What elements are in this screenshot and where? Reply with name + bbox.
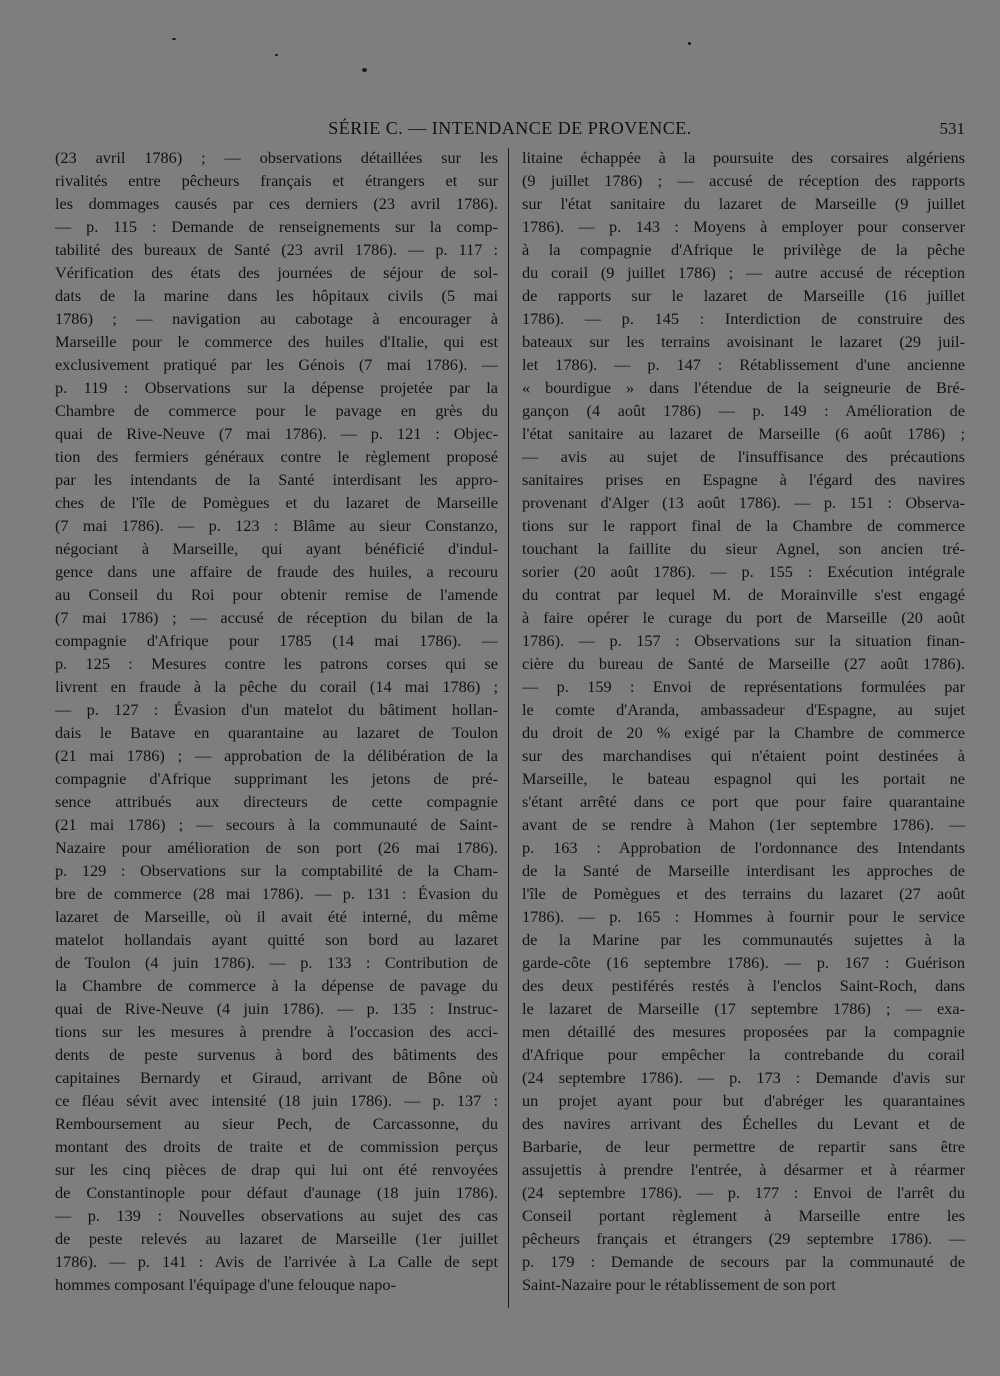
text-line: (24 septembre 1786). — p. 177 : Envoi de l'arrêt du: [522, 1183, 965, 1202]
text-line: (9 juillet 1786) ; — accusé de réception des rapports: [522, 171, 965, 190]
text-line: 1786). — p. 143 : Moyens à employer pour conserver: [522, 217, 965, 236]
ink-speck: [362, 68, 367, 72]
text-line: compagnie d'Afrique supprimant les jetons de pré-: [55, 769, 498, 788]
text-line: les dommages causés par ces derniers (23 avril 1786).: [55, 194, 498, 213]
text-line: « bourdigue » dans l'étendue de la seigneurie de Bré-: [522, 378, 965, 397]
text-line: livrent en fraude à la pêche du corail (14 mai 1786) ;: [55, 677, 498, 696]
right-column: [522, 146, 965, 1296]
text-line: l'état sanitaire au lazaret de Marseille (6 août 1786) ;: [522, 424, 965, 443]
text-line: quai de Rive-Neuve (4 juin 1786). — p. 135 : Instruc-: [55, 999, 498, 1018]
text-line: (7 mai 1786). — p. 123 : Blâme au sieur Constanzo,: [55, 516, 498, 535]
text-line: matelot hollandais ayant quitté son bord au lazaret: [55, 930, 498, 949]
ink-speck: [275, 54, 278, 56]
text-line: ches de l'île de Pomègues et du lazaret de Marseille: [55, 493, 498, 512]
text-line: hommes composant l'équipage d'une felouque napo-: [55, 1275, 396, 1294]
text-line: du corail (9 juillet 1786) ; — autre accusé de réception: [522, 263, 965, 282]
text-line: sur l'état sanitaire du lazaret de Marseille (9 juillet: [522, 194, 965, 213]
text-line: négociant à Marseille, qui ayant bénéficié d'indul-: [55, 539, 498, 558]
text-line: assujettis à prendre l'entrée, à désarmer et à réarmer: [522, 1160, 965, 1179]
text-line: d'Afrique pour empêcher la contrebande du corail: [522, 1045, 965, 1064]
text-line: p. 125 : Mesures contre les patrons corses qui se: [55, 654, 498, 673]
page-number: 531: [939, 119, 965, 138]
text-line: dais le Batave en quarantaine au lazaret de Toulon: [55, 723, 498, 742]
text-line: tion des fermiers généraux contre le règlement proposé: [55, 447, 498, 466]
text-line: — p. 115 : Demande de renseignements sur la comp-: [55, 217, 498, 236]
text-line: du contrat par lequel M. de Morainville s'est engagé: [522, 585, 965, 604]
text-line: (24 septembre 1786). — p. 173 : Demande d'avis sur: [522, 1068, 965, 1087]
text-line: pêcheurs français et étrangers (29 septembre 1786). —: [522, 1229, 965, 1248]
text-line: la Chambre de commerce à la dépense de pavage du: [55, 976, 498, 995]
text-line: montant des droits de traite et de commission perçus: [55, 1137, 498, 1156]
text-line: du droit de 20 % exigé par la Chambre de commerce: [522, 723, 965, 742]
text-line: (7 mai 1786) ; — accusé de réception du bilan de la: [55, 608, 498, 627]
text-line: bre de commerce (28 mai 1786). — p. 131 : Évasion du: [55, 884, 498, 903]
text-line: l'île de Pomègues et des terrains du lazaret (27 août: [522, 884, 965, 903]
text-line: dats de la marine dans les hôpitaux civils (5 mai: [55, 286, 498, 305]
text-line: Barbarie, de leur permettre de repartir sans être: [522, 1137, 965, 1156]
text-line: (21 mai 1786) ; — secours à la communauté de Saint-: [55, 815, 498, 834]
text-line: des navires arrivant des Échelles du Levant et de: [522, 1114, 965, 1133]
text-line: sanitaires prises en Espagne à l'égard des navires: [522, 470, 965, 489]
text-line: sorier (20 août 1786). — p. 155 : Exécution intégrale: [522, 562, 965, 581]
text-line: gançon (4 août 1786) — p. 149 : Amélioration de: [522, 401, 965, 420]
text-line: au Conseil du Roi pour obtenir remise de l'amende: [55, 585, 498, 604]
text-line: Vérification des états des journées de séjour de sol-: [55, 263, 498, 282]
text-line: quai de Rive-Neuve (7 mai 1786). — p. 121 : Objec-: [55, 424, 498, 443]
text-line: le comte d'Aranda, ambassadeur d'Espagne, au sujet: [522, 700, 965, 719]
text-line: gence dans une affaire de fraude des huiles, a recouru: [55, 562, 498, 581]
text-line: exclusivement pratiqué par les Génois (7 mai 1786). —: [55, 355, 498, 374]
text-line: sence attribués aux directeurs de cette compagnie: [55, 792, 498, 811]
text-line: — p. 127 : Évasion d'un matelot du bâtiment hollan-: [55, 700, 498, 719]
page-header: [55, 118, 965, 144]
text-line: dents de peste survenus à bord des bâtiments des: [55, 1045, 498, 1064]
ink-speck: [688, 42, 691, 45]
text-line: (23 avril 1786) ; — observations détaillées sur les: [55, 148, 498, 167]
text-line: — avis au sujet de l'insuffisance des précautions: [522, 447, 965, 466]
text-line: par les intendants de la Santé interdisant les appro-: [55, 470, 498, 489]
text-line: à faire opérer le curage du port de Marseille (20 août: [522, 608, 965, 627]
text-line: ce fléau sévit avec intensité (18 juin 1786). — p. 137 :: [55, 1091, 498, 1110]
text-line: sur des marchandises qui n'étaient point destinées à: [522, 746, 965, 765]
left-column: [55, 146, 498, 1296]
text-line: rivalités entre pêcheurs français et étrangers et sur: [55, 171, 498, 190]
text-line: de Constantinople pour défaut d'aunage (18 juin 1786).: [55, 1183, 498, 1202]
text-line: des deux pestiférés restés à l'enclos Saint-Roch, dans: [522, 976, 965, 995]
text-line: de la Marine par les communautés sujettes à la: [522, 930, 965, 949]
text-line: garde-côte (16 septembre 1786). — p. 167 : Guérison: [522, 953, 965, 972]
text-line: provenant d'Alger (13 août 1786). — p. 151 : Observa-: [522, 493, 965, 512]
text-line: Saint-Nazaire pour le rétablissement de son port: [522, 1275, 836, 1294]
text-line: men détaillé des mesures proposées par la compagnie: [522, 1022, 965, 1041]
text-line: tions sur les mesures à prendre à l'occasion des acci-: [55, 1022, 498, 1041]
text-line: touchant la faillite du sieur Agnel, son ancien tré-: [522, 539, 965, 558]
text-line: Conseil portant règlement à Marseille entre les: [522, 1206, 965, 1225]
text-line: 1786). — p. 145 : Interdiction de construire des: [522, 309, 965, 328]
text-line: sur les cinq pièces de drap qui lui ont été renvoyées: [55, 1160, 498, 1179]
text-line: à la compagnie d'Afrique le privilège de la pêche: [522, 240, 965, 259]
text-line: compagnie d'Afrique pour 1785 (14 mai 1786). —: [55, 631, 498, 650]
text-line: bateaux sur les terrains avoisinant le lazaret (29 juil-: [522, 332, 965, 351]
text-line: de rapports sur le lazaret de Marseille (16 juillet: [522, 286, 965, 305]
text-line: — p. 159 : Envoi de représentations formulées par: [522, 677, 965, 696]
text-line: p. 119 : Observations sur la dépense projetée par la: [55, 378, 498, 397]
text-line: 1786). — p. 141 : Avis de l'arrivée à La Calle de sept: [55, 1252, 498, 1271]
text-line: p. 163 : Approbation de l'ordonnance des Intendants: [522, 838, 965, 857]
text-line: de Toulon (4 juin 1786). — p. 133 : Contribution de: [55, 953, 498, 972]
text-line: — p. 139 : Nouvelles observations au sujet des cas: [55, 1206, 498, 1225]
text-line: un projet ayant pour but d'abréger les quarantaines: [522, 1091, 965, 1110]
text-line: let 1786). — p. 147 : Rétablissement d'une ancienne: [522, 355, 965, 374]
text-line: s'étant arrêté dans ce port que pour faire quarantaine: [522, 792, 965, 811]
text-line: p. 179 : Demande de secours par la communauté de: [522, 1252, 965, 1271]
text-line: 1786) ; — navigation au cabotage à encourager à: [55, 309, 498, 328]
text-line: Chambre de commerce pour le pavage en grès du: [55, 401, 498, 420]
text-line: avant de se rendre à Mahon (1er septembre 1786). —: [522, 815, 965, 834]
text-line: de la Santé de Marseille interdisant les approches de: [522, 861, 965, 880]
text-line: lazaret de Marseille, où il avait été interné, du même: [55, 907, 498, 926]
text-line: Remboursement au sieur Pech, de Carcassonne, du: [55, 1114, 498, 1133]
ink-speck: [172, 38, 176, 40]
text-line: de peste relevés au lazaret de Marseille (1er juillet: [55, 1229, 498, 1248]
column-divider: [508, 148, 509, 1308]
text-line: Marseille, le bateau espagnol qui les portait ne: [522, 769, 965, 788]
text-line: 1786). — p. 165 : Hommes à fournir pour le service: [522, 907, 965, 926]
text-line: litaine échappée à la poursuite des corsaires algériens: [522, 148, 965, 167]
text-line: tabilité des bureaux de Santé (23 avril 1786). — p. 117 :: [55, 240, 498, 259]
text-line: le lazaret de Marseille (17 septembre 1786) ; — exa-: [522, 999, 965, 1018]
text-line: Nazaire pour amélioration de son port (26 mai 1786).: [55, 838, 498, 857]
text-line: p. 129 : Observations sur la comptabilité de la Cham-: [55, 861, 498, 880]
text-line: Marseille pour le commerce des huiles d'Italie, qui est: [55, 332, 498, 351]
text-line: tions sur le rapport final de la Chambre de commerce: [522, 516, 965, 535]
text-line: 1786). — p. 157 : Observations sur la situation finan-: [522, 631, 965, 650]
running-title: SÉRIE C. — INTENDANCE DE PROVENCE.: [328, 118, 692, 138]
text-line: capitaines Bernardy et Giraud, arrivant de Bône où: [55, 1068, 498, 1087]
text-line: (21 mai 1786) ; — approbation de la délibération de la: [55, 746, 498, 765]
text-line: cière du bureau de Santé de Marseille (27 août 1786).: [522, 654, 965, 673]
